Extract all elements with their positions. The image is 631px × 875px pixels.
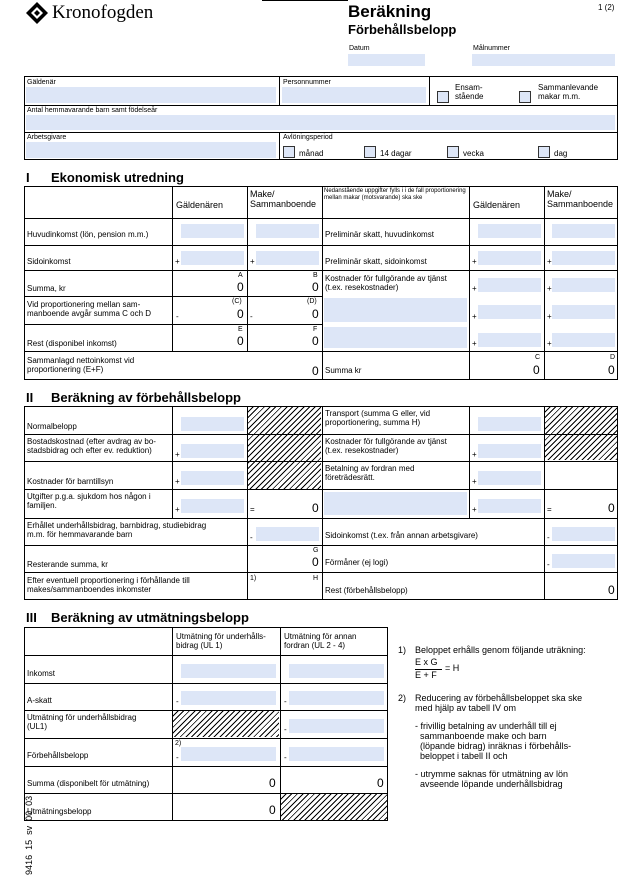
section1-number: I bbox=[26, 170, 30, 185]
sammanlevande-label: Sammanlevande makar m.m. bbox=[538, 83, 599, 101]
resterande-g-value: 0 bbox=[312, 555, 319, 569]
s3-utmatning-ul2[interactable] bbox=[289, 719, 384, 733]
page-subtitle: Förbehållsbelopp bbox=[348, 22, 457, 37]
summa-d-value: 0 bbox=[608, 363, 615, 377]
letter-c-total: C bbox=[535, 354, 541, 361]
s2-bostad-field[interactable] bbox=[181, 444, 244, 458]
s3-row-utmatningsbelopp: Utmätningsbelopp bbox=[27, 807, 92, 816]
logo-diamond-icon bbox=[26, 2, 48, 24]
s1-huvud-galdenar[interactable] bbox=[181, 224, 244, 238]
s3-row-utmatning: Utmätning för underhållsbidrag (UL1) bbox=[27, 713, 137, 731]
galdenar-label: Gäldenär bbox=[27, 79, 56, 86]
note2-label: 2) bbox=[398, 693, 407, 703]
s2-kostnader-field[interactable] bbox=[478, 444, 541, 458]
letter-h: H bbox=[313, 575, 319, 582]
equals-sign: = bbox=[250, 505, 255, 514]
arbetsgivare-label: Arbetsgivare bbox=[27, 134, 67, 141]
s1-prel-sido-make[interactable] bbox=[552, 251, 615, 265]
galdenar-field[interactable] bbox=[26, 87, 276, 103]
plus-sign: + bbox=[472, 505, 477, 514]
letter-f: F bbox=[313, 326, 318, 333]
malnummer-label: Målnummer bbox=[473, 45, 510, 52]
s2-row-barntillsyn: Kostnader för barntillsyn bbox=[27, 477, 114, 486]
personnummer-label: Personnummer bbox=[283, 79, 331, 86]
s1-huvud-make[interactable] bbox=[256, 224, 319, 238]
s1-kostn-galdenar[interactable] bbox=[478, 278, 541, 292]
period-14dagar-checkbox[interactable] bbox=[364, 146, 376, 158]
s2-extra-right-field[interactable] bbox=[478, 499, 541, 513]
minus-sign: - bbox=[176, 697, 179, 706]
period-vecka-checkbox[interactable] bbox=[447, 146, 459, 158]
datum-label: Datum bbox=[349, 45, 370, 52]
d-value: 0 bbox=[312, 307, 319, 321]
minus-sign: - bbox=[284, 725, 287, 734]
letter-g: G bbox=[313, 547, 319, 554]
s2-row-sjukdom: Utgifter p.g.a. sjukdom hos någon i familjen. bbox=[27, 492, 151, 510]
logo-text: Kronofogden bbox=[52, 2, 154, 23]
s2-right-formaner: Förmåner (ej logi) bbox=[325, 558, 389, 567]
minus-sign: - bbox=[250, 312, 253, 321]
s2-right-rest: Rest (förbehållsbelopp) bbox=[325, 586, 408, 595]
ensamstaende-checkbox[interactable] bbox=[437, 91, 449, 103]
s3-row-forbehall: Förbehållsbelopp bbox=[27, 751, 89, 760]
ref-1: 1) bbox=[250, 575, 257, 582]
sammanlagd-value: 0 bbox=[312, 364, 319, 378]
s3-askatt-ul2[interactable] bbox=[289, 691, 384, 705]
plus-sign: + bbox=[175, 477, 180, 486]
note2-bullet1: - frivillig betalning av underhåll till ej sammanboende make och barn (löpande bidrag) inräknas i förbehålls- beloppet i tabell II och bbox=[415, 721, 572, 761]
s1-row-rest: Rest (disponibel inkomst) bbox=[27, 339, 117, 348]
period-manad-checkbox[interactable] bbox=[283, 146, 295, 158]
plus-sign: + bbox=[472, 450, 477, 459]
s1-col-galdenaren-right: Gäldenären bbox=[473, 200, 521, 210]
s2-transport-field[interactable] bbox=[478, 417, 541, 431]
formula-numerator: E x G bbox=[415, 657, 438, 667]
section1-heading: Ekonomisk utredning bbox=[51, 170, 184, 185]
s2-normalbelopp-field[interactable] bbox=[181, 417, 244, 431]
s1-extra-g1[interactable] bbox=[478, 305, 541, 319]
minus-sign: - bbox=[547, 533, 550, 542]
plus-sign: + bbox=[472, 257, 477, 266]
section2-heading: Beräkning av förbehållsbelopp bbox=[51, 390, 241, 405]
s1-prel-huvud-galdenar[interactable] bbox=[478, 224, 541, 238]
plus-sign: + bbox=[547, 312, 552, 321]
s1-kostn-make[interactable] bbox=[552, 278, 615, 292]
page-title: Beräkning bbox=[348, 2, 432, 21]
barn-field[interactable] bbox=[26, 115, 615, 130]
s2-barntillsyn-field[interactable] bbox=[181, 471, 244, 485]
note2-bullet2: - utrymme saknas för utmätning av lön avseende löpande underhållsbidrag bbox=[415, 769, 569, 789]
plus-sign: + bbox=[472, 477, 477, 486]
s2-row-bostad: Bostadskostnad (efter avdrag av bo- stadsbidrag och efter ev. reduktion) bbox=[27, 437, 156, 455]
plus-sign: + bbox=[547, 339, 552, 348]
s2-sjukdom-field[interactable] bbox=[181, 499, 244, 513]
plus-sign: + bbox=[175, 257, 180, 266]
form-code: 9416 15 sv 00 03 bbox=[24, 795, 35, 875]
ensamstaende-label: Ensam- stående bbox=[455, 83, 484, 101]
s2-right-transport: Transport (summa G eller, vid proportionering, summa H) bbox=[325, 409, 431, 427]
letter-e: E bbox=[238, 326, 243, 333]
s3-forbehall-ul2[interactable] bbox=[289, 747, 384, 761]
s1-sido-make[interactable] bbox=[256, 251, 319, 265]
formula-result: = H bbox=[445, 663, 460, 673]
sum-a-value: 0 bbox=[237, 280, 244, 294]
plus-sign: + bbox=[472, 284, 477, 293]
letter-a: A bbox=[238, 272, 243, 279]
s1-prel-huvud-make[interactable] bbox=[552, 224, 615, 238]
summa-c-value: 0 bbox=[533, 363, 540, 377]
minus-sign: - bbox=[547, 560, 550, 569]
s3-forbehall-ul1[interactable] bbox=[181, 747, 276, 761]
minus-sign: - bbox=[284, 753, 287, 762]
s3-col1: Utmätning för underhålls- bidrag (UL 1) bbox=[176, 632, 266, 650]
s3-col2: Utmätning för annan fordran (UL 2 - 4) bbox=[284, 632, 357, 650]
s3-row-summa: Summa (disponibelt för utmätning) bbox=[27, 779, 150, 788]
s1-row-huvudinkomst: Huvudinkomst (lön, pension m.m.) bbox=[27, 230, 149, 239]
s1-col-make-right: Make/ Sammanboende bbox=[547, 189, 614, 209]
s2-betalning-field[interactable] bbox=[478, 471, 541, 485]
s1-row-summa: Summa, kr bbox=[27, 284, 66, 293]
plus-sign: + bbox=[547, 284, 552, 293]
s2-right-betalning: Betalning av fordran med företrädesrätt. bbox=[325, 464, 415, 482]
s1-col-galdenaren: Gäldenären bbox=[176, 200, 224, 210]
s2-rest-value: 0 bbox=[608, 583, 615, 597]
period-vecka-label: vecka bbox=[463, 149, 484, 158]
minus-sign: - bbox=[176, 753, 179, 762]
period-14dagar-label: 14 dagar bbox=[380, 149, 412, 158]
arbetsgivare-field[interactable] bbox=[26, 142, 276, 158]
s3-row-askatt: A-skatt bbox=[27, 696, 52, 705]
s2-row-resterande: Resterande summa, kr bbox=[27, 560, 108, 569]
s2-left-total: 0 bbox=[312, 501, 319, 515]
s1-right-kostnader: Kostnader för fullgörande av tjänst (t.ex. resekostnader) bbox=[325, 274, 447, 292]
letter-b: B bbox=[313, 272, 318, 279]
barn-label: Antal hemmavarande barn samt födelseår bbox=[27, 107, 158, 114]
note1-label: 1) bbox=[398, 645, 407, 655]
s2-formaner-field[interactable] bbox=[552, 554, 615, 568]
period-manad-label: månad bbox=[299, 149, 324, 158]
s3-inkomst-ul1[interactable] bbox=[181, 664, 276, 678]
letter-c: (C) bbox=[232, 298, 242, 305]
malnummer-field[interactable] bbox=[472, 54, 615, 66]
s1-extra-m1[interactable] bbox=[552, 305, 615, 319]
letter-d-total: D bbox=[610, 354, 616, 361]
s1-right-prel-huvud: Preliminär skatt, huvudinkomst bbox=[325, 230, 434, 239]
page-number: 1 (2) bbox=[598, 3, 615, 12]
s1-prel-sido-galdenar[interactable] bbox=[478, 251, 541, 265]
plus-sign: + bbox=[250, 257, 255, 266]
avloningsperiod-label: Avlöningsperiod bbox=[283, 134, 333, 141]
s3-summa-ul1: 0 bbox=[269, 776, 276, 790]
s2-row-underhall: Erhållet underhållsbidrag, barnbidrag, studiebidrag m.m. för hemmavarande barn bbox=[27, 521, 207, 539]
plus-sign: + bbox=[472, 312, 477, 321]
ref-2: 2) bbox=[175, 740, 182, 747]
s3-utmatningsbelopp-ul1: 0 bbox=[269, 803, 276, 817]
s1-row-proportionering: Vid proportionering mellan sam- manboende avgår summa C och D bbox=[27, 300, 152, 318]
s1-row-sidoinkomst: Sidoinkomst bbox=[27, 257, 71, 266]
note1-text: Beloppet erhålls genom följande uträkning: bbox=[415, 645, 586, 655]
s3-askatt-ul1[interactable] bbox=[181, 691, 276, 705]
minus-sign: - bbox=[250, 533, 253, 542]
s2-extra-field[interactable] bbox=[324, 492, 467, 515]
note2-text: Reducering av förbehållsbeloppet ska ske med hjälp av tabell IV om bbox=[415, 693, 583, 713]
s1-note: Nedanstående uppgifter fylls i i de fall proportionering mellan makar (motsvarande) ska ske bbox=[324, 188, 466, 201]
rest-e-value: 0 bbox=[237, 334, 244, 348]
s1-extra-m2[interactable] bbox=[552, 333, 615, 347]
letter-d: (D) bbox=[307, 298, 317, 305]
s2-right-total: 0 bbox=[608, 501, 615, 515]
personnummer-field[interactable] bbox=[282, 87, 426, 103]
s2-row-normalbelopp: Normalbelopp bbox=[27, 422, 77, 431]
section2-number: II bbox=[26, 390, 34, 405]
equals-sign: = bbox=[547, 505, 552, 514]
s2-sidoinkomst-field[interactable] bbox=[552, 527, 615, 541]
hatch-area bbox=[281, 794, 387, 820]
s3-summa-ul2: 0 bbox=[377, 776, 384, 790]
s1-extra-g2[interactable] bbox=[478, 333, 541, 347]
s1-sido-galdenar[interactable] bbox=[181, 251, 244, 265]
plus-sign: + bbox=[472, 339, 477, 348]
plus-sign: + bbox=[175, 505, 180, 514]
plus-sign: + bbox=[547, 257, 552, 266]
s2-right-sidoinkomst: Sidoinkomst (t.ex. från annan arbetsgivare) bbox=[325, 531, 478, 540]
minus-sign: - bbox=[176, 312, 179, 321]
s2-row-proportionering: Efter eventuell proportionering i förhållande till makes/sammanboendes inkomster bbox=[27, 576, 190, 594]
s1-right-summa: Summa kr bbox=[325, 366, 362, 375]
s3-row-inkomst: Inkomst bbox=[27, 669, 56, 678]
s1-extra-field[interactable] bbox=[324, 298, 467, 322]
s1-right-prel-sido: Preliminär skatt, sidoinkomst bbox=[325, 257, 427, 266]
section3-number: III bbox=[26, 610, 37, 625]
kronofogden-logo bbox=[26, 2, 48, 24]
minus-sign: - bbox=[284, 697, 287, 706]
s1-col-make: Make/ Sammanboende bbox=[250, 189, 317, 209]
hatch-area bbox=[173, 711, 279, 737]
hatch-area bbox=[248, 407, 321, 489]
period-dag-checkbox[interactable] bbox=[538, 146, 550, 158]
sammanlevande-checkbox[interactable] bbox=[519, 91, 531, 103]
datum-field[interactable] bbox=[348, 54, 425, 66]
c-value: 0 bbox=[237, 307, 244, 321]
section3-heading: Beräkning av utmätningsbelopp bbox=[51, 610, 249, 625]
formula-denominator: E + F bbox=[415, 670, 437, 680]
sum-b-value: 0 bbox=[312, 280, 319, 294]
period-dag-label: dag bbox=[554, 149, 568, 158]
rest-f-value: 0 bbox=[312, 334, 319, 348]
s2-underhall-field[interactable] bbox=[256, 527, 319, 541]
s1-extra-field-2[interactable] bbox=[324, 327, 467, 348]
s2-right-kostnader: Kostnader för fullgörande av tjänst (t.ex. resekostnader) bbox=[325, 437, 447, 455]
plus-sign: + bbox=[175, 450, 180, 459]
s1-row-sammanlagd: Sammanlagd nettoinkomst vid proportionering (E+F) bbox=[27, 356, 135, 374]
s3-inkomst-ul2[interactable] bbox=[289, 664, 384, 678]
